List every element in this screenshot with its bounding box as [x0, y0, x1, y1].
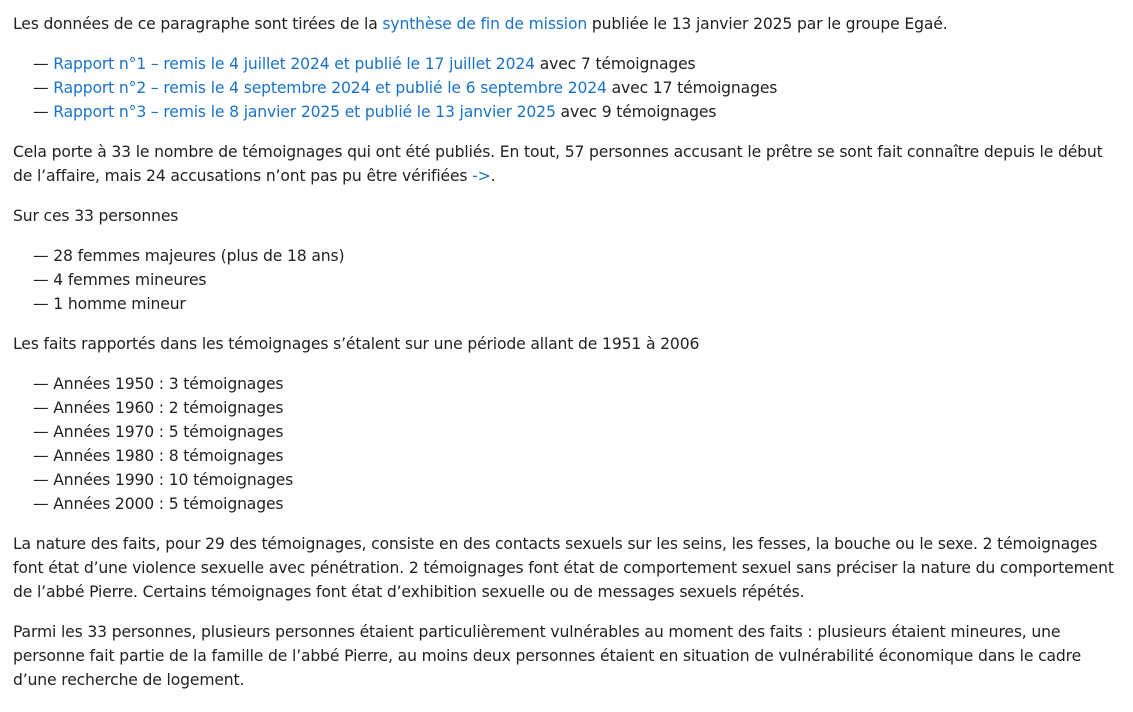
list-item	[33, 76, 777, 100]
total-text: Cela porte à 33 le nombre de témoignages qui ont été publiés. En tout, 57 personnes accusant le prêtre se sont fait connaître depuis le début de l’affaire, mais 24 accusations n’ont pas pu être vérifiées	[13, 143, 1103, 185]
rapport-1-link[interactable]: Rapport n°1 – remis le 4 juillet 2024 et publié le 17 juillet 2024	[53, 55, 535, 73]
dash: —	[33, 471, 54, 489]
dash: —	[33, 295, 54, 313]
intro-text-after: publiée le 13 janvier 2025 par le groupe Egaé.	[587, 15, 948, 33]
dash: —	[33, 423, 54, 441]
decade-item-text: Années 1990 : 10 témoignages	[53, 471, 294, 489]
list-item	[33, 244, 344, 268]
rapport-3-link[interactable]: Rapport n°3 – remis le 8 janvier 2025 et publié le 13 janvier 2025	[53, 103, 556, 121]
intro-paragraph	[13, 12, 948, 36]
personnes-list	[13, 244, 344, 316]
decade-item-text: Années 1960 : 2 témoignages	[53, 399, 284, 417]
rapports-list	[13, 52, 777, 124]
rapport-2-link[interactable]: Rapport n°2 – remis le 4 septembre 2024 et publié le 6 septembre 2024	[53, 79, 607, 97]
list-item	[33, 444, 293, 468]
dash: —	[33, 247, 54, 265]
dash: —	[33, 399, 54, 417]
synthese-link[interactable]: synthèse de fin de mission	[382, 15, 588, 33]
dash: —	[33, 79, 54, 97]
personne-item-text: 4 femmes mineures	[53, 271, 207, 289]
decades-list	[13, 372, 293, 516]
list-item	[33, 396, 293, 420]
rapport-3-suffix: avec 9 témoignages	[555, 103, 717, 121]
nature-paragraph: La nature des faits, pour 29 des témoignages, consiste en des contacts sexuels sur les seins, les fesses, la bouche ou le sexe. 2 témoignages font état d’une violence sexuelle avec pénétration. 2 témoignages font état de comportement sexuel sans préciser la nature du comportement de l’abbé Pierre. Certains témoignages font état d’exhibition sexuelle ou de messages sexuels répétés.	[13, 535, 1114, 601]
dash: —	[33, 271, 54, 289]
list-item	[33, 468, 293, 492]
list-item	[33, 100, 777, 124]
decade-item-text: Années 1980 : 8 témoignages	[53, 447, 284, 465]
personne-item-text: 28 femmes majeures (plus de 18 ans)	[53, 247, 345, 265]
total-paragraph	[13, 140, 1123, 188]
decade-item-text: Années 1970 : 5 témoignages	[53, 423, 284, 441]
decade-item-text: Années 2000 : 5 témoignages	[53, 495, 284, 513]
dash: —	[33, 447, 54, 465]
list-item	[33, 268, 344, 292]
periode-paragraph: Les faits rapportés dans les témoignages s’étalent sur une période allant de 1951 à 2006	[13, 335, 700, 353]
list-item	[33, 292, 344, 316]
rapport-2-suffix: avec 17 témoignages	[606, 79, 778, 97]
rapport-1-suffix: avec 7 témoignages	[534, 55, 696, 73]
dash: —	[33, 103, 54, 121]
arrow-link[interactable]: ->	[472, 167, 491, 185]
sur-ces-paragraph: Sur ces 33 personnes	[13, 207, 179, 225]
dash: —	[33, 375, 54, 393]
list-item	[33, 372, 293, 396]
list-item	[33, 420, 293, 444]
vulnerabilite-paragraph: Parmi les 33 personnes, plusieurs personnes étaient particulièrement vulnérables au moment des faits : plusieurs étaient mineures, une personne fait partie de la famille de l’abbé Pierre, au moins deux personnes étaient en situation de vulnérabilité économique dans le cadre d’une recherche de logement.	[13, 623, 1082, 689]
dash: —	[33, 55, 54, 73]
total-text-after: .	[490, 167, 496, 185]
decade-item-text: Années 1950 : 3 témoignages	[53, 375, 284, 393]
personne-item-text: 1 homme mineur	[53, 295, 186, 313]
dash: —	[33, 495, 54, 513]
list-item	[33, 52, 777, 76]
list-item	[33, 492, 293, 516]
intro-text-before: Les données de ce paragraphe sont tirées de la	[13, 15, 383, 33]
